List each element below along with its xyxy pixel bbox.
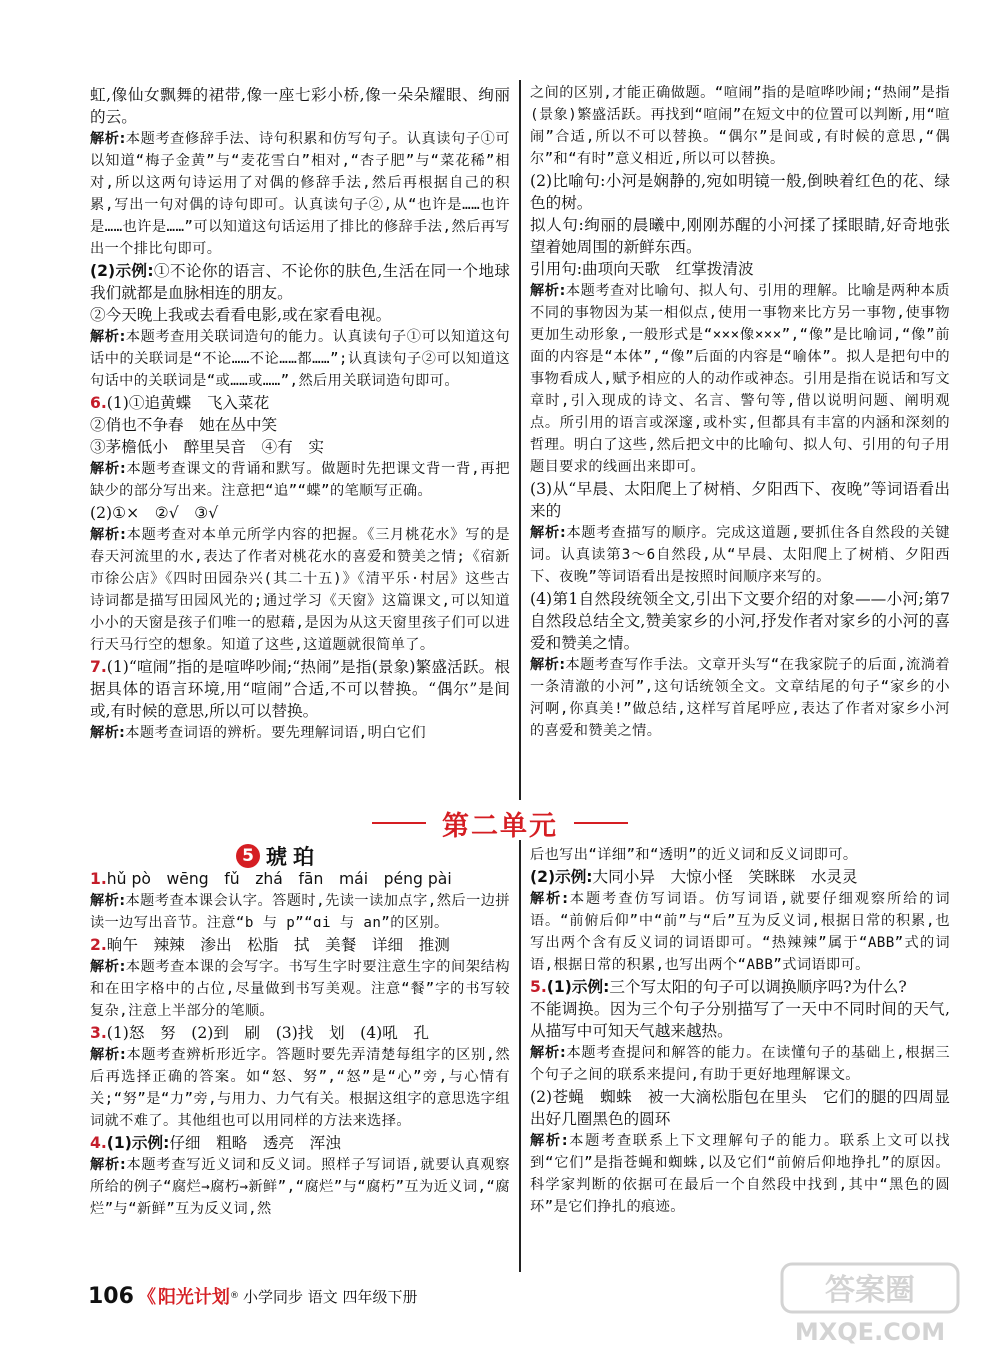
column-divider [519, 80, 521, 800]
paragraph [530, 170, 950, 214]
paragraph-text: (1)①追黄蝶 飞入菜花 [106, 394, 270, 412]
left-column-top [90, 84, 510, 744]
lesson-number-badge: 5 [236, 844, 260, 868]
question-number: 5. [530, 978, 547, 996]
label: 解析: [530, 1045, 567, 1061]
paragraph [90, 436, 510, 458]
paragraph-text: 本题考查对本单元所学内容的把握。《三月桃花水》写的是春天河流里的水,表达了作者对桃花水的喜爱和赞美之情;《宿新市徐公店》《四时田园杂兴(其二十五)》《清平乐·村居》这些古诗词都是描写田园风光的;通过学习《天窗》这篇课文,可以知道小小的天窗是孩子们唯一的慰藉,是因为从这天窗里孩子们可以进行天马行空的想象。知道了这些,这道题就很简单了。 [90, 527, 510, 653]
paragraph [90, 1132, 510, 1154]
paragraph [90, 458, 510, 502]
paragraph-text: 虹,像仙女飘舞的裙带,像一座七彩小桥,像一朵朵耀眼、绚丽的云。 [90, 86, 510, 126]
brand-arrows: 《 [137, 1287, 156, 1308]
label: (2)示例: [530, 868, 593, 886]
label: 解析: [90, 527, 127, 543]
paragraph [90, 392, 510, 414]
paragraph-text: (2)①× ②√ ③√ [90, 504, 219, 522]
watermark-bottom-text: MXQE.COM [794, 1318, 946, 1346]
paragraph [90, 956, 510, 1022]
paragraph [90, 1044, 510, 1132]
paragraph [90, 414, 510, 436]
paragraph-text: (3)从“早晨、太阳爬上了树梢、夕阳西下、夜晚”等词语看出来的 [530, 480, 950, 520]
label: 解析: [530, 891, 569, 907]
paragraph-text: ③茅檐低小 醉里吴音 ④有 实 [90, 438, 324, 456]
paragraph-text: 引用句:曲项向天歌 红掌拨清波 [530, 260, 754, 278]
paragraph [90, 1022, 510, 1044]
question-number: 4. [90, 1134, 107, 1152]
question-number: 3. [90, 1024, 107, 1042]
paragraph-text: 本题考查本课的会写字。书写生字时要注意生字的间架结构和在田字格中的占位,尽量做到书写美观。注意“餐”字的书写较复杂,注意上半部分的笔顺。 [90, 959, 510, 1019]
paragraph-text: 本题考查辨析形近字。答题时要先弄清楚每组字的区别,然后再选择正确的答案。如“怒、努”,“怒”是“心”旁,与心情有关;“努”是“力”旁,与用力、力气有关。根据这组字的意思选字组词就不难了。其他组也可以用同样的方法来选择。 [90, 1047, 510, 1129]
paragraph-text: 本题考查写近义词和反义词。照样子写词语,就要认真观察所给的例子“腐烂→腐朽→新鲜”,“腐烂”与“腐朽”互为近义词,“腐烂”与“新鲜”互为反义词,然 [90, 1157, 510, 1217]
watermark-top-text: 答案圈 [825, 1273, 915, 1308]
paragraph-text: ②今天晚上我或去看看电影,或在家看电视。 [90, 306, 392, 324]
label: (1)示例: [546, 978, 610, 996]
paragraph [530, 258, 950, 280]
paragraph-text: ②俏也不争春 她在丛中笑 [90, 416, 278, 434]
paragraph [530, 214, 950, 258]
label: 解析: [530, 1133, 568, 1149]
paragraph-text: 仔细 粗略 透亮 浑浊 [169, 1134, 341, 1152]
paragraph-text: 本题考查用关联词造句的能力。认真读句子①可以知道这句话中的关联词是“不论……不论……都……”;认真读句子②可以知道这句话中的关联词是“或……或……”,然后用关联词造句即可。 [90, 329, 510, 389]
paragraph [530, 866, 950, 888]
paragraph [530, 976, 950, 998]
paragraph-text: 本题考查仿写词语。仿写词语,就要仔细观察所给的词语。“前俯后仰”中“前”与“后”互为反义词,根据日常的积累,也写出两个含有反义词的词语即可。“热辣辣”属于“ABB”式的词语,根据日常的积累,也写出两个“ABB”式词语即可。 [530, 891, 950, 973]
paragraph [90, 84, 510, 128]
unit-title: 第二单元 [442, 811, 558, 842]
paragraph-text: (1)怒 努 (2)到 刷 (3)找 划 (4)吼 孔 [106, 1024, 430, 1042]
paragraph-text: 本题考查对比喻句、拟人句、引用的理解。比喻是两种本质不同的事物因为某一相似点,使用一事物来比方另一事物,使事物更加生动形象,一般形式是“×××像×××”,“像”是比喻词,“像”前面的内容是“本体”,“像”后面的内容是“喻体”。拟人是把句中的事物看成人,赋予相应的人的动作或神态。引用是指在说话和写文章时,引入现成的诗文、名言、警句等,借以说明问题、阐明观点。所引用的语言或深邃,或朴实,但都具有丰富的内涵和深刻的哲理。明白了这些,然后把文中的比喻句、拟人句、引用的句子用题目要求的线画出来即可。 [530, 283, 950, 475]
paragraph [90, 502, 510, 524]
paragraph-text: 不能调换。因为三个句子分别描写了一天中不同时间的天气,从描写中可知天气越来越热。 [530, 1000, 950, 1040]
paragraph-text: (4)第1自然段统领全文,引出下文要介绍的对象——小河;第7自然段总结全文,赞美家乡的小河,抒发作者对家乡的小河的喜爱和赞美之情。 [530, 590, 950, 652]
paragraph [530, 1042, 950, 1086]
paragraph-text: 本题考查提问和解答的能力。在读懂句子的基础上,根据三个句子之间的联系来提问,有助于更好地理解课文。 [530, 1045, 950, 1083]
paragraph-text: 晌午 辣辣 渗出 松脂 拭 美餐 详细 推测 [106, 936, 450, 954]
paragraph [90, 656, 510, 722]
column-divider-lower [519, 840, 521, 1272]
paragraph [90, 1154, 510, 1220]
label: 解析: [90, 131, 126, 147]
label: 解析: [530, 525, 567, 541]
paragraph-text: (2)苍蝇 蜘蛛 被一大滴松脂包在里头 它们的腿的四周显出好几圈黑色的圆环 [530, 1088, 950, 1128]
left-column-bottom [90, 868, 510, 1220]
lesson-title: 琥珀 [266, 845, 320, 869]
paragraph [90, 934, 510, 956]
paragraph [530, 280, 950, 478]
paragraph-text: 本题考查词语的辨析。要先理解词语,明白它们 [125, 725, 426, 741]
paragraph [530, 998, 950, 1042]
question-number: 2. [90, 936, 107, 954]
paragraph-text: 之间的区别,才能正确做题。“喧闹”指的是喧哗吵闹;“热闹”是指(景象)繁盛活跃。再找到“喧闹”在短文中的位置可以判断,用“喧闹”合适,所以不可以替换。“偶尔”是间或,有时候的意思,“偶尔”和“有时”意义相近,所以可以替换。 [530, 85, 950, 167]
paragraph-text: 本题考查修辞手法、诗句积累和仿写句子。认真读句子①可以知道“梅子金黄”与“麦花雪白”相对,“杏子肥”与“菜花稀”相对,所以这两句诗运用了对偶的修辞手法,然后再根据自己的积累,写出一句对偶的诗句即可。认真读句子②,从“也许是……也许是……也许是……”可以知道这句话运用了排比的修辞手法,然后再写出一个排比句即可。 [90, 131, 510, 257]
page-footer [88, 1283, 417, 1309]
paragraph [530, 1086, 950, 1130]
paragraph [530, 654, 950, 742]
paragraph [530, 478, 950, 522]
right-column-bottom [530, 844, 950, 1218]
brand-name: 阳光计划 [157, 1287, 230, 1308]
paragraph [90, 128, 510, 260]
unit-bar-right [574, 822, 628, 824]
label: 解析: [90, 329, 126, 345]
label: 解析: [90, 725, 126, 741]
paragraph-text: (2)比喻句:小河是娴静的,宛如明镜一般,倒映着红色的花、绿色的树。 [530, 172, 950, 212]
paragraph-text: (1)“喧闹”指的是喧哗吵闹;“热闹”是指(景象)繁盛活跃。根据具体的语言环境,用“喧闹”合适,不可以替换。“偶尔”是间或,有时候的意思,所以可以替换。 [90, 658, 510, 720]
watermark-logo [780, 1262, 960, 1346]
paragraph [90, 326, 510, 392]
page-number: 106 [88, 1283, 134, 1309]
paragraph [90, 722, 510, 744]
label: 解析: [530, 283, 566, 299]
paragraph-text: 本题考查课文的背诵和默写。做题时先把课文背一背,再把缺少的部分写出来。注意把“追”“蝶”的笔顺写正确。 [90, 461, 510, 499]
paragraph [530, 1130, 950, 1218]
question-number: 6. [90, 394, 107, 412]
label: 解析: [90, 959, 126, 975]
lesson-heading [236, 842, 320, 870]
paragraph-text: 后也写出“详细”和“透明”的近义词和反义词即可。 [530, 847, 858, 863]
label: 解析: [530, 657, 566, 673]
paragraph-text: 本题考查写作手法。文章开头写“在我家院子的后面,流淌着一条清澈的小河”,这句话统领全文。文章结尾的句子“家乡的小河啊,你真美!”做总结,这样写首尾呼应,表达了作者对家乡小河的喜爱和赞美之情。 [530, 657, 951, 739]
label: 解析: [90, 1047, 127, 1063]
label: 解析: [90, 461, 127, 477]
label: (1)示例: [106, 1134, 170, 1152]
paragraph-text: 本题考查联系上下文理解句子的能力。联系上文可以找到“它们”是指苍蝇和蜘蛛,以及它们“前俯后仰地挣扎”的原因。科学家判断的依据可在最后一个自然段中找到,其中“黑色的圆环”是它们挣扎的痕迹。 [530, 1133, 950, 1215]
paragraph [530, 888, 950, 976]
book-title: 小学同步 语文 四年级下册 [242, 1287, 418, 1306]
paragraph [90, 868, 510, 890]
registered-mark: ® [229, 1291, 239, 1301]
paragraph-text: ①不论你的语言、不论你的肤色,生活在同一个地球我们就都是血脉相连的朋友。 [90, 262, 510, 302]
paragraph-text: hǔ pò wēng fǔ zhá fān mái péng pài [106, 870, 452, 888]
paragraph [530, 522, 950, 588]
paragraph [530, 82, 950, 170]
question-number: 1. [90, 870, 107, 888]
paragraph-text: 三个写太阳的句子可以调换顺序吗?为什么? [609, 978, 907, 996]
paragraph [90, 304, 510, 326]
label: (2)示例: [90, 262, 154, 280]
label: 解析: [90, 893, 126, 909]
paragraph [90, 890, 510, 934]
paragraph [530, 844, 950, 866]
right-column-top [530, 82, 950, 742]
question-number: 7. [90, 658, 107, 676]
paragraph-text: 大同小异 大惊小怪 笑眯眯 水灵灵 [592, 868, 858, 886]
paragraph-text: 拟人句:绚丽的晨曦中,刚刚苏醒的小河揉了揉眼睛,好奇地张望着她周围的新鲜东西。 [530, 216, 950, 256]
paragraph-text: 本题考查描写的顺序。完成这道题,要抓住各自然段的关键词。认真读第3～6自然段,从“早晨、太阳爬上了树梢、夕阳西下、夜晚”等词语看出是按照时间顺序来写的。 [530, 525, 950, 585]
paragraph [530, 588, 950, 654]
label: 解析: [90, 1157, 127, 1173]
paragraph [90, 260, 510, 304]
paragraph-text: 本题考查本课会认字。答题时,先读一读加点字,然后一边拼读一边写出音节。注意“b 与 p”“ɑi 与 an”的区别。 [90, 893, 511, 931]
paragraph [90, 524, 510, 656]
